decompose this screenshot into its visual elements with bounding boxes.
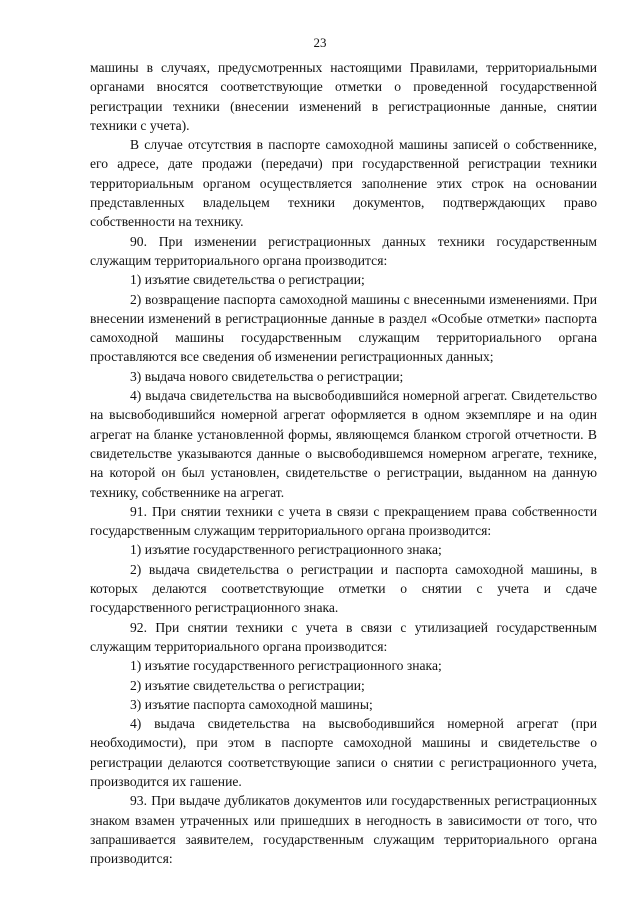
page-number: 23 (313, 35, 327, 50)
paragraph: 4) выдача свидетельства на высвободившийся номерной агрегат. Свидетельство на высвободившийся номерной агрегат оформляется в одном экземпляре и на один агрегат на бланке установленной формы, являющемся бланком строгой отчетности. В свидетельстве указываются данные о высвободившемся номерном агрегате, технике, на которой он был установлен, свидетельстве о регистрации, выданном на данную технику, собственнике на агрегат. (90, 388, 597, 500)
paragraph: 1) изъятие свидетельства о регистрации; (130, 272, 365, 288)
document-body (90, 58, 597, 868)
paragraph: 90. При изменении регистрационных данных техники государственным служащим территориального органа производится: (90, 233, 597, 268)
paragraph: 1) изъятие государственного регистрационного знака; (130, 542, 442, 558)
paragraph: 2) выдача свидетельства о регистрации и паспорта самоходной машины, в которых делаются соответствующие отметки о снятии с учета и сдаче государственного регистрационного знака. (90, 561, 597, 616)
paragraph: 1) изъятие государственного регистрационного знака; (130, 658, 442, 674)
paragraph: 91. При снятии техники с учета в связи с прекращением права собственности государственным служащим территориального органа производится: (90, 503, 597, 539)
paragraph: 92. При снятии техники с учета в связи с утилизацией государственным служащим территориального органа производится: (90, 619, 597, 654)
paragraph: 93. При выдаче дубликатов документов или государственных регистрационных знаком взамен утраченных или пришедших в негодность в зависимости от того, что запрашивается заявителем, государственным служащим территориального органа производится: (90, 793, 597, 867)
paragraph: машины в случаях, предусмотренных настоящими Правилами, территориальными органами вносятся соответствующие отметки о проведенной государственной регистрации техники (внесении изменений в регистрационные данные, снятии техники с учета). (90, 60, 597, 133)
paragraph: 4) выдача свидетельства на высвободившийся номерной агрегат (при необходимости), при этом в паспорте самоходной машины и свидетельстве о регистрации делаются соответствующие записи о снятии с регистрационного учета, производится их гашение. (90, 716, 597, 789)
paragraph: 2) изъятие свидетельства о регистрации; (130, 677, 365, 693)
paragraph: 3) изъятие паспорта самоходной машины; (130, 696, 373, 712)
paragraph: 2) возвращение паспорта самоходной машины с внесенными изменениями. При внесении изменений в регистрационные данные в раздел «Особые отметки» паспорта самоходной машины государственным служащим территориального органа проставляются все сведения об изменении регистрационных данных; (90, 291, 597, 365)
paragraph: 3) выдача нового свидетельства о регистрации; (130, 368, 404, 384)
paragraph: В случае отсутствия в паспорте самоходной машины записей о собственнике, его адресе, дате продажи (передачи) при государственной регистрации техники территориальным органом осуществляется заполнение этих строк на основании представленных владельцем техники документов, подтверждающих право собственности на технику. (90, 137, 597, 230)
